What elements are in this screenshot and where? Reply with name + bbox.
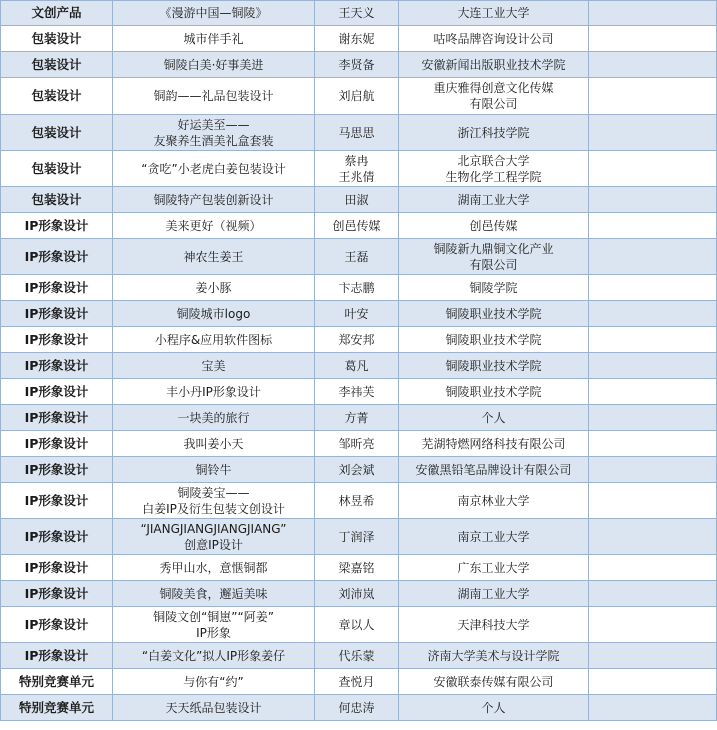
empty-cell: [589, 151, 717, 187]
empty-cell: [589, 187, 717, 213]
organization-line: 芜湖特燃网络科技有限公司: [421, 436, 566, 451]
table-row: [1, 555, 717, 581]
work-title-cell: [113, 431, 315, 457]
work-title-cell: [113, 78, 315, 115]
category-cell: IP形象设计: [1, 483, 113, 519]
work-title-line: 铜陵文创“铜崽”“阿姜”: [153, 609, 274, 624]
table-row: [1, 519, 717, 555]
work-title-line: 铜陵城市logo: [176, 306, 251, 321]
author-line: 李贤备: [338, 57, 375, 72]
empty-cell: [589, 607, 717, 643]
organization-line: 大连工业大学: [457, 6, 530, 20]
organization-line: 安徽联泰传媒有限公司: [433, 674, 554, 689]
work-title-cell: [113, 353, 315, 379]
organization-cell: [399, 483, 589, 519]
organization-cell: [399, 519, 589, 555]
organization-cell: [399, 431, 589, 457]
author-line: 刘沛岚: [338, 586, 375, 601]
author-cell: [315, 379, 399, 405]
empty-cell: [589, 457, 717, 483]
table-row: [1, 239, 717, 275]
table-row: [1, 483, 717, 519]
work-title-cell: [113, 607, 315, 643]
work-title-cell: [113, 457, 315, 483]
empty-cell: [589, 26, 717, 52]
category-cell: IP形象设计: [1, 555, 113, 581]
empty-cell: [589, 78, 717, 115]
organization-cell: [399, 457, 589, 483]
organization-cell: [399, 379, 589, 405]
author-cell: [315, 26, 399, 52]
table-row: [1, 643, 717, 669]
table-row: [1, 379, 717, 405]
organization-cell: [399, 695, 589, 721]
work-title-cell: [113, 187, 315, 213]
author-line: 谢东妮: [338, 31, 375, 46]
category-cell: 包装设计: [1, 78, 113, 115]
organization-cell: [399, 26, 589, 52]
work-title-line: IP形象: [196, 625, 231, 640]
organization-line: 铜陵职业技术学院: [445, 306, 542, 321]
category-cell: IP形象设计: [1, 379, 113, 405]
author-line: 代乐蒙: [338, 648, 375, 663]
work-title-cell: [113, 213, 315, 239]
work-title-cell: [113, 555, 315, 581]
author-line: 叶安: [344, 306, 369, 321]
category-cell: 包装设计: [1, 115, 113, 151]
work-title-cell: [113, 519, 315, 555]
empty-cell: [589, 327, 717, 353]
work-title-line: 好运美至——: [177, 117, 250, 132]
table-row: [1, 457, 717, 483]
organization-line: 铜陵职业技术学院: [445, 332, 542, 347]
author-cell: [315, 151, 399, 187]
empty-cell: [589, 379, 717, 405]
category-cell: IP形象设计: [1, 405, 113, 431]
author-line: 葛凡: [344, 358, 369, 373]
empty-cell: [589, 301, 717, 327]
empty-cell: [589, 275, 717, 301]
category-cell: IP形象设计: [1, 607, 113, 643]
empty-cell: [589, 52, 717, 78]
category-cell: 包装设计: [1, 26, 113, 52]
organization-line: 北京联合大学: [457, 153, 530, 168]
category-cell: 特别竞赛单元: [1, 669, 113, 695]
table-body: [1, 1, 717, 721]
organization-cell: [399, 52, 589, 78]
work-title-cell: [113, 405, 315, 431]
organization-cell: [399, 78, 589, 115]
category-cell: IP形象设计: [1, 519, 113, 555]
organization-cell: [399, 643, 589, 669]
category-cell: IP形象设计: [1, 431, 113, 457]
author-cell: [315, 353, 399, 379]
author-line: 李祎芙: [338, 384, 375, 399]
author-line: 丁润泽: [338, 529, 375, 544]
category-cell: IP形象设计: [1, 643, 113, 669]
organization-cell: [399, 213, 589, 239]
organization-line: 铜陵学院: [469, 280, 518, 295]
work-title-line: 创意IP设计: [184, 537, 243, 552]
work-title-cell: [113, 239, 315, 275]
work-title-cell: [113, 669, 315, 695]
work-title-cell: [113, 483, 315, 519]
organization-line: 生物化学工程学院: [445, 169, 542, 184]
category-cell: 包装设计: [1, 187, 113, 213]
organization-cell: [399, 151, 589, 187]
work-title-line: 天天纸品包装设计: [165, 700, 262, 715]
author-line: 查悦月: [338, 674, 375, 689]
author-cell: [315, 457, 399, 483]
organization-line: 重庆雅得创意文化传媒: [433, 81, 554, 95]
work-title-cell: [113, 643, 315, 669]
table-row: [1, 327, 717, 353]
organization-line: 铜陵职业技术学院: [445, 384, 542, 399]
table-row: [1, 151, 717, 187]
empty-cell: [589, 431, 717, 457]
organization-line: 湖南工业大学: [457, 586, 530, 601]
author-cell: [315, 327, 399, 353]
organization-cell: [399, 581, 589, 607]
organization-line: 南京林业大学: [457, 493, 530, 508]
author-line: 蔡冉: [344, 153, 369, 168]
category-cell: IP形象设计: [1, 353, 113, 379]
empty-cell: [589, 483, 717, 519]
organization-cell: [399, 301, 589, 327]
empty-cell: [589, 213, 717, 239]
author-cell: [315, 405, 399, 431]
work-title-line: 秀甲山水，意惬铜都: [159, 560, 268, 575]
author-cell: [315, 78, 399, 115]
work-title-line: 铜陵美食，邂逅美味: [159, 586, 268, 601]
work-title-line: 宝美: [201, 358, 226, 373]
work-title-cell: [113, 52, 315, 78]
category-cell: IP形象设计: [1, 327, 113, 353]
empty-cell: [589, 353, 717, 379]
empty-cell: [589, 581, 717, 607]
author-line: 邹昕亮: [338, 436, 375, 451]
empty-cell: [589, 239, 717, 275]
work-title-line: 铜韵——礼品包装设计: [153, 89, 274, 103]
organization-line: 安徽新闻出版职业技术学院: [421, 57, 566, 72]
author-line: 王兆倩: [338, 169, 375, 184]
organization-cell: [399, 275, 589, 301]
table-row: [1, 581, 717, 607]
author-line: 方菁: [344, 410, 369, 425]
table-row: [1, 301, 717, 327]
work-title-line: 一块美的旅行: [177, 410, 250, 425]
organization-line: 济南大学美术与设计学院: [427, 648, 560, 663]
author-cell: [315, 519, 399, 555]
organization-line: 天津科技大学: [457, 617, 530, 632]
author-line: 梁嘉铭: [338, 560, 375, 575]
work-title-cell: [113, 327, 315, 353]
organization-line: 铜陵职业技术学院: [445, 358, 542, 373]
work-title-line: 小程序&应用软件图标: [154, 332, 273, 347]
work-title-line: 我叫姜小天: [183, 436, 244, 451]
organization-cell: [399, 353, 589, 379]
work-title-line: 铜陵特产包装创新设计: [153, 192, 274, 207]
table-row: [1, 275, 717, 301]
author-cell: [315, 52, 399, 78]
work-title-line: 姜小豚: [195, 280, 232, 295]
work-title-cell: [113, 301, 315, 327]
organization-line: 铜陵新九鼎铜文化产业: [433, 241, 554, 256]
empty-cell: [589, 643, 717, 669]
author-cell: [315, 483, 399, 519]
table-row: [1, 669, 717, 695]
author-cell: [315, 643, 399, 669]
organization-cell: [399, 1, 589, 26]
work-title-cell: [113, 275, 315, 301]
author-line: 田淑: [344, 192, 369, 207]
work-title-line: “白姜文化”拟人IP形象姜仔: [141, 648, 286, 663]
work-title-line: 美来更好（视频）: [165, 218, 262, 233]
author-cell: [315, 431, 399, 457]
organization-line: 安徽黑铅笔品牌设计有限公司: [415, 462, 572, 477]
work-title-line: 铜铃牛: [195, 462, 232, 477]
work-title-line: 神农生姜王: [183, 249, 244, 264]
organization-cell: [399, 669, 589, 695]
work-title-line: 城市伴手礼: [183, 31, 244, 46]
empty-cell: [589, 115, 717, 151]
work-title-line: 与你有“约”: [183, 674, 244, 689]
author-cell: [315, 669, 399, 695]
category-cell: IP形象设计: [1, 301, 113, 327]
author-line: 卞志鹏: [338, 280, 375, 295]
organization-line: 个人: [481, 410, 506, 425]
organization-line: 南京工业大学: [457, 529, 530, 544]
organization-line: 湖南工业大学: [457, 192, 530, 207]
empty-cell: [589, 555, 717, 581]
work-title-line: 《漫游中国—铜陵》: [159, 6, 268, 20]
author-line: 刘启航: [338, 89, 375, 103]
organization-cell: [399, 555, 589, 581]
author-line: 何忠涛: [338, 700, 375, 715]
category-cell: 特别竞赛单元: [1, 695, 113, 721]
author-cell: [315, 301, 399, 327]
author-line: 林昱希: [338, 493, 375, 508]
table-row: [1, 52, 717, 78]
organization-cell: [399, 115, 589, 151]
organization-line: 浙江科技学院: [457, 125, 530, 140]
table-row: [1, 405, 717, 431]
empty-cell: [589, 1, 717, 26]
organization-line: 咕咚品牌咨询设计公司: [433, 31, 554, 46]
author-line: 马思思: [338, 125, 375, 140]
category-cell: IP形象设计: [1, 457, 113, 483]
empty-cell: [589, 695, 717, 721]
table-row: [1, 353, 717, 379]
table-row: [1, 607, 717, 643]
author-line: 刘会斌: [338, 462, 375, 477]
author-cell: [315, 607, 399, 643]
work-title-cell: [113, 115, 315, 151]
work-title-cell: [113, 379, 315, 405]
organization-line: 广东工业大学: [457, 560, 530, 575]
table-row: [1, 1, 717, 26]
work-title-line: 铜陵白美·好事美进: [163, 57, 264, 72]
author-cell: [315, 1, 399, 26]
empty-cell: [589, 519, 717, 555]
author-line: 章以人: [338, 617, 375, 632]
category-cell: 文创产品: [1, 1, 113, 26]
work-title-cell: [113, 151, 315, 187]
author-cell: [315, 555, 399, 581]
organization-cell: [399, 607, 589, 643]
table-row: [1, 431, 717, 457]
table-row: [1, 187, 717, 213]
author-line: 郑安邦: [338, 332, 375, 347]
author-line: 王天义: [338, 6, 375, 20]
category-cell: 包装设计: [1, 52, 113, 78]
organization-cell: [399, 405, 589, 431]
organization-line: 创邑传媒: [469, 218, 518, 233]
work-title-line: 铜陵姜宝——: [177, 485, 250, 500]
category-cell: IP形象设计: [1, 213, 113, 239]
category-cell: IP形象设计: [1, 275, 113, 301]
organization-line: 个人: [481, 700, 506, 715]
organization-cell: [399, 327, 589, 353]
organization-cell: [399, 239, 589, 275]
work-title-line: 丰小丹IP形象设计: [166, 384, 261, 399]
author-cell: [315, 213, 399, 239]
author-cell: [315, 695, 399, 721]
author-line: 创邑传媒: [332, 218, 381, 233]
table-row: [1, 78, 717, 115]
work-title-line: “JIANGJIANGJIANGJIANG”: [140, 521, 287, 536]
author-cell: [315, 239, 399, 275]
work-title-cell: [113, 695, 315, 721]
author-line: 王磊: [344, 249, 369, 264]
organization-line: 有限公司: [469, 257, 518, 272]
table-row: [1, 213, 717, 239]
work-title-line: 白姜IP及衍生包装文创设计: [142, 501, 285, 516]
author-cell: [315, 187, 399, 213]
work-title-line: 友聚养生酒美礼盒套装: [153, 133, 274, 148]
work-title-cell: [113, 1, 315, 26]
empty-cell: [589, 669, 717, 695]
author-cell: [315, 115, 399, 151]
work-title-cell: [113, 26, 315, 52]
category-cell: IP形象设计: [1, 581, 113, 607]
table-row: [1, 26, 717, 52]
empty-cell: [589, 405, 717, 431]
author-cell: [315, 275, 399, 301]
table-row: [1, 115, 717, 151]
work-title-line: “贪吃”小老虎白姜包装设计: [141, 161, 286, 176]
author-cell: [315, 581, 399, 607]
work-title-cell: [113, 581, 315, 607]
organization-cell: [399, 187, 589, 213]
organization-line: 有限公司: [469, 97, 518, 111]
category-cell: 包装设计: [1, 151, 113, 187]
table-row: [1, 695, 717, 721]
category-cell: IP形象设计: [1, 239, 113, 275]
